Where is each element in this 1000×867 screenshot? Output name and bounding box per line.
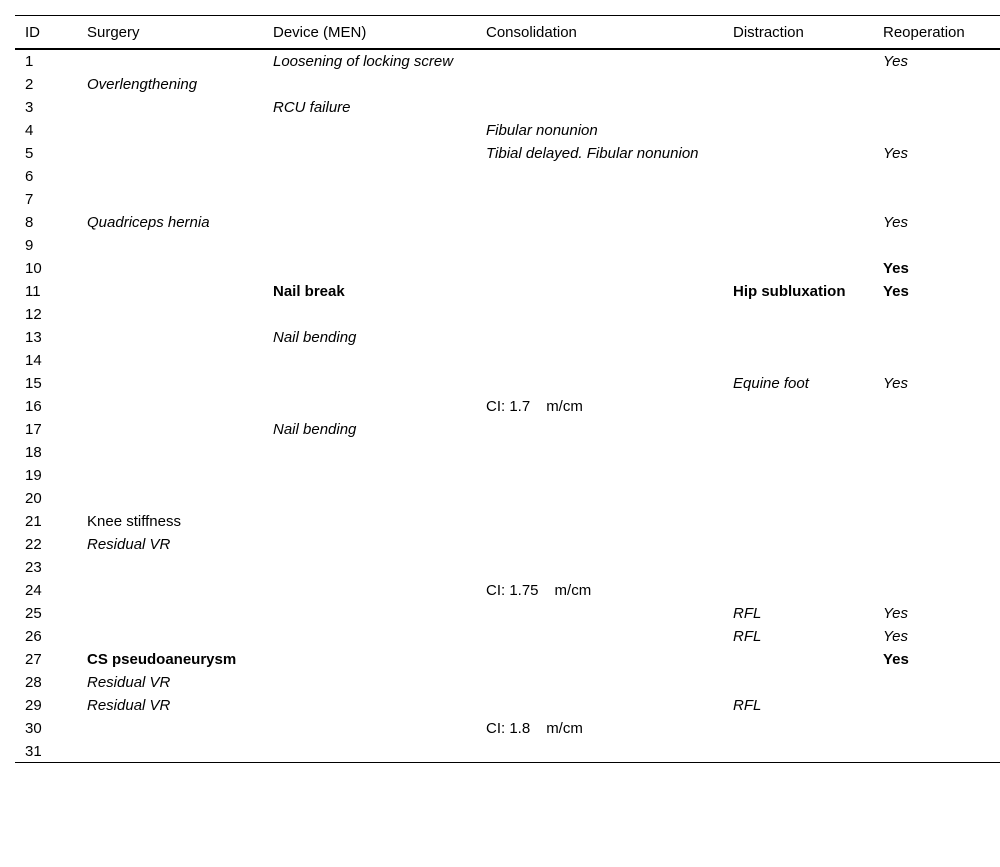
cell-id-text: 21 (25, 513, 42, 530)
table-row (15, 464, 1000, 487)
cell-consolidation-unit: m/cm (546, 398, 583, 415)
cell-distraction (723, 49, 873, 73)
cell-reoperation-text: Yes (883, 214, 909, 231)
table-row (15, 280, 1000, 303)
cell-consolidation (476, 326, 723, 349)
cell-reoperation (873, 372, 1000, 395)
cell-reoperation (873, 73, 1000, 96)
cell-consolidation-unit: m/cm (554, 582, 592, 599)
cell-consolidation (476, 510, 723, 533)
table-row (15, 671, 1000, 694)
cell-distraction (723, 487, 873, 510)
table-row (15, 602, 1000, 625)
cell-surgery-text: CS pseudoaneurysm (87, 651, 237, 668)
cell-id (15, 602, 77, 625)
cell-reoperation (873, 303, 1000, 326)
table-row (15, 441, 1000, 464)
table-row (15, 49, 1000, 73)
table-body (15, 49, 1000, 763)
cell-id (15, 740, 77, 763)
cell-id-text: 31 (25, 743, 42, 760)
cell-consolidation (476, 257, 723, 280)
cell-device (263, 648, 476, 671)
cell-surgery (77, 188, 263, 211)
cell-surgery (77, 671, 263, 694)
cell-consolidation (476, 234, 723, 257)
cell-device (263, 280, 476, 303)
cell-consolidation-text: Tibial delayed. Fibular nonunion (486, 145, 699, 162)
cell-consolidation (476, 49, 723, 73)
cell-device (263, 579, 476, 602)
cell-device (263, 441, 476, 464)
cell-surgery (77, 602, 263, 625)
column-header-consolidation: Consolidation (476, 16, 723, 50)
cell-surgery (77, 487, 263, 510)
cell-id (15, 625, 77, 648)
cell-reoperation (873, 648, 1000, 671)
cell-reoperation (873, 510, 1000, 533)
cell-device (263, 119, 476, 142)
cell-consolidation (476, 280, 723, 303)
cell-device (263, 188, 476, 211)
cell-consolidation (476, 556, 723, 579)
cell-consolidation (476, 165, 723, 188)
cell-consolidation (476, 487, 723, 510)
cell-device-text: Nail break (273, 283, 345, 300)
cell-reoperation-text: Yes (883, 260, 909, 277)
cell-id-text: 23 (25, 559, 42, 576)
cell-distraction (723, 326, 873, 349)
cell-id (15, 487, 77, 510)
cell-id (15, 395, 77, 418)
cell-reoperation (873, 280, 1000, 303)
cell-device (263, 395, 476, 418)
cell-distraction (723, 188, 873, 211)
cell-consolidation (476, 441, 723, 464)
cell-id-text: 8 (25, 214, 34, 231)
cell-id (15, 96, 77, 119)
table-row (15, 303, 1000, 326)
cell-distraction (723, 648, 873, 671)
cell-distraction (723, 165, 873, 188)
cell-reoperation (873, 349, 1000, 372)
cell-id (15, 49, 77, 73)
cell-distraction (723, 211, 873, 234)
table-row (15, 533, 1000, 556)
cell-reoperation (873, 165, 1000, 188)
cell-surgery (77, 96, 263, 119)
cell-distraction (723, 671, 873, 694)
cell-device-text: Nail bending (273, 421, 357, 438)
cell-id (15, 418, 77, 441)
table-row (15, 740, 1000, 763)
cell-surgery (77, 533, 263, 556)
cell-consolidation (476, 625, 723, 648)
cell-surgery (77, 740, 263, 763)
cell-id (15, 73, 77, 96)
table-row (15, 579, 1000, 602)
table-row (15, 234, 1000, 257)
cell-device (263, 418, 476, 441)
cell-surgery (77, 694, 263, 717)
cell-distraction (723, 717, 873, 740)
cell-reoperation (873, 671, 1000, 694)
cell-id (15, 510, 77, 533)
cell-reoperation (873, 257, 1000, 280)
cell-reoperation-text: Yes (883, 628, 909, 645)
cell-device (263, 464, 476, 487)
cell-surgery (77, 326, 263, 349)
cell-consolidation (476, 671, 723, 694)
cell-device (263, 73, 476, 96)
cell-surgery (77, 395, 263, 418)
cell-reoperation (873, 602, 1000, 625)
cell-id-text: 10 (25, 260, 42, 277)
table-row (15, 418, 1000, 441)
cell-distraction (723, 303, 873, 326)
cell-device (263, 349, 476, 372)
cell-distraction (723, 73, 873, 96)
cell-distraction (723, 556, 873, 579)
cell-consolidation (476, 533, 723, 556)
cell-device (263, 717, 476, 740)
cell-id-text: 22 (25, 536, 42, 553)
cell-id (15, 349, 77, 372)
cell-device (263, 694, 476, 717)
table-row (15, 257, 1000, 280)
cell-surgery (77, 165, 263, 188)
cell-id (15, 257, 77, 280)
cell-consolidation (476, 119, 723, 142)
cell-reoperation (873, 49, 1000, 73)
cell-id (15, 671, 77, 694)
table-row (15, 625, 1000, 648)
cell-device (263, 257, 476, 280)
cell-device (263, 49, 476, 73)
cell-surgery (77, 303, 263, 326)
table-row (15, 211, 1000, 234)
cell-surgery (77, 119, 263, 142)
cell-device (263, 142, 476, 165)
cell-surgery (77, 625, 263, 648)
cell-reoperation-text: Yes (883, 651, 909, 668)
cell-surgery (77, 717, 263, 740)
cell-id-text: 4 (25, 122, 34, 139)
cell-consolidation (476, 602, 723, 625)
cell-reoperation-text: Yes (883, 53, 909, 70)
cell-surgery (77, 464, 263, 487)
cell-reoperation (873, 740, 1000, 763)
cell-consolidation (476, 142, 723, 165)
cell-id-text: 25 (25, 605, 42, 622)
cell-consolidation (476, 188, 723, 211)
cell-id-text: 17 (25, 421, 42, 438)
cell-distraction (723, 234, 873, 257)
cell-consolidation (476, 349, 723, 372)
cell-device (263, 326, 476, 349)
cell-id (15, 303, 77, 326)
cell-id-text: 16 (25, 398, 42, 415)
cell-id-text: 11 (25, 283, 41, 300)
column-header-distraction: Distraction (723, 16, 873, 50)
cell-reoperation (873, 211, 1000, 234)
cell-consolidation-text: Fibular nonunion (486, 122, 598, 139)
cell-consolidation-text: CI: 1.8 (486, 720, 531, 737)
cell-consolidation-text: CI: 1.7 (486, 398, 531, 415)
cell-distraction (723, 418, 873, 441)
cell-id-text: 3 (25, 99, 34, 116)
cell-surgery-text: Residual VR (87, 536, 171, 553)
cell-id (15, 533, 77, 556)
cell-id (15, 372, 77, 395)
cell-distraction (723, 464, 873, 487)
cell-surgery (77, 211, 263, 234)
table-row (15, 717, 1000, 740)
cell-reoperation (873, 395, 1000, 418)
cell-device-text: Loosening of locking screw (273, 53, 454, 70)
cell-consolidation (476, 395, 723, 418)
cell-distraction (723, 257, 873, 280)
table-row (15, 395, 1000, 418)
cell-id (15, 579, 77, 602)
cell-reoperation (873, 694, 1000, 717)
cell-id-text: 18 (25, 444, 42, 461)
cell-id (15, 326, 77, 349)
cell-distraction (723, 694, 873, 717)
cell-consolidation (476, 418, 723, 441)
cell-id-text: 30 (25, 720, 42, 737)
cell-id (15, 142, 77, 165)
table-row (15, 372, 1000, 395)
table-row (15, 73, 1000, 96)
cell-reoperation (873, 441, 1000, 464)
cell-distraction (723, 280, 873, 303)
cell-device (263, 211, 476, 234)
table-row (15, 648, 1000, 671)
cell-surgery-text: Quadriceps hernia (87, 214, 210, 231)
cell-distraction (723, 96, 873, 119)
cell-reoperation-text: Yes (883, 145, 909, 162)
cell-id (15, 234, 77, 257)
cell-surgery (77, 372, 263, 395)
cell-id-text: 20 (25, 490, 42, 507)
cell-distraction (723, 119, 873, 142)
cell-id (15, 188, 77, 211)
cell-reoperation (873, 579, 1000, 602)
column-header-id: ID (15, 16, 77, 50)
cell-consolidation-unit: m/cm (546, 720, 583, 737)
cell-distraction-text: RFL (733, 605, 762, 622)
cell-surgery (77, 49, 263, 73)
table-row (15, 188, 1000, 211)
cell-id-text: 28 (25, 674, 42, 691)
table-row (15, 556, 1000, 579)
cell-reoperation (873, 96, 1000, 119)
cell-id-text: 7 (25, 191, 34, 208)
cell-id-text: 26 (25, 628, 42, 645)
cell-distraction (723, 510, 873, 533)
cell-device (263, 740, 476, 763)
cell-consolidation-text: CI: 1.75 (486, 582, 539, 599)
cell-device (263, 556, 476, 579)
cell-surgery (77, 510, 263, 533)
cell-device (263, 372, 476, 395)
cell-id-text: 5 (25, 145, 34, 162)
cell-surgery (77, 556, 263, 579)
cell-distraction (723, 395, 873, 418)
cell-distraction-text: RFL (733, 628, 762, 645)
table-row (15, 326, 1000, 349)
table-row (15, 96, 1000, 119)
cell-consolidation (476, 579, 723, 602)
column-header-device: Device (MEN) (263, 16, 476, 50)
cell-device (263, 671, 476, 694)
cell-device (263, 602, 476, 625)
cell-reoperation (873, 625, 1000, 648)
table-container (15, 15, 1000, 763)
complications-table (15, 15, 1000, 763)
cell-reoperation-text: Yes (883, 283, 909, 300)
cell-surgery (77, 257, 263, 280)
cell-distraction (723, 602, 873, 625)
cell-consolidation (476, 372, 723, 395)
cell-id (15, 211, 77, 234)
cell-distraction (723, 441, 873, 464)
cell-id (15, 280, 77, 303)
cell-distraction (723, 533, 873, 556)
cell-surgery-text: Knee stiffness (87, 513, 181, 530)
cell-reoperation (873, 556, 1000, 579)
cell-id-text: 15 (25, 375, 42, 392)
cell-distraction-text: Equine foot (733, 375, 809, 392)
cell-surgery (77, 441, 263, 464)
cell-surgery (77, 418, 263, 441)
cell-distraction (723, 740, 873, 763)
cell-device-text: Nail bending (273, 329, 357, 346)
table-row (15, 119, 1000, 142)
cell-consolidation (476, 211, 723, 234)
cell-device (263, 165, 476, 188)
cell-surgery (77, 142, 263, 165)
cell-distraction (723, 349, 873, 372)
cell-distraction (723, 625, 873, 648)
cell-reoperation (873, 717, 1000, 740)
cell-device (263, 303, 476, 326)
cell-id (15, 441, 77, 464)
cell-surgery (77, 234, 263, 257)
cell-id-text: 14 (25, 352, 42, 369)
cell-id-text: 19 (25, 467, 42, 484)
cell-consolidation (476, 717, 723, 740)
cell-reoperation (873, 142, 1000, 165)
cell-id-text: 9 (25, 237, 34, 254)
cell-device (263, 625, 476, 648)
table-row (15, 165, 1000, 188)
cell-id-text: 2 (25, 76, 34, 93)
cell-distraction (723, 142, 873, 165)
cell-distraction-text: RFL (733, 697, 762, 714)
cell-surgery (77, 579, 263, 602)
cell-surgery (77, 73, 263, 96)
cell-reoperation (873, 234, 1000, 257)
cell-device (263, 533, 476, 556)
cell-id-text: 6 (25, 168, 34, 185)
cell-reoperation-text: Yes (883, 375, 909, 392)
table-row (15, 349, 1000, 372)
cell-id (15, 648, 77, 671)
cell-reoperation-text: Yes (883, 605, 909, 622)
cell-id-text: 1 (25, 53, 34, 70)
cell-reoperation (873, 418, 1000, 441)
cell-consolidation (476, 648, 723, 671)
table-row (15, 142, 1000, 165)
cell-consolidation (476, 303, 723, 326)
cell-device (263, 96, 476, 119)
cell-reoperation (873, 487, 1000, 510)
cell-consolidation (476, 740, 723, 763)
cell-id-text: 24 (25, 582, 42, 599)
cell-reoperation (873, 326, 1000, 349)
table-row (15, 694, 1000, 717)
cell-device (263, 510, 476, 533)
cell-id (15, 556, 77, 579)
cell-reoperation (873, 188, 1000, 211)
cell-id-text: 12 (25, 306, 42, 323)
header-row (15, 16, 1000, 50)
table-row (15, 487, 1000, 510)
cell-consolidation (476, 73, 723, 96)
cell-consolidation (476, 694, 723, 717)
cell-surgery-text: Residual VR (87, 697, 171, 714)
cell-id (15, 165, 77, 188)
cell-id (15, 119, 77, 142)
cell-reoperation (873, 533, 1000, 556)
cell-distraction-text: Hip subluxation (733, 283, 846, 300)
cell-distraction (723, 372, 873, 395)
cell-reoperation (873, 119, 1000, 142)
column-header-surgery: Surgery (77, 16, 263, 50)
table-row (15, 510, 1000, 533)
cell-surgery-text: Residual VR (87, 674, 171, 691)
cell-device (263, 487, 476, 510)
cell-reoperation (873, 464, 1000, 487)
cell-consolidation (476, 96, 723, 119)
cell-surgery (77, 349, 263, 372)
cell-device (263, 234, 476, 257)
cell-id-text: 29 (25, 697, 42, 714)
cell-surgery (77, 280, 263, 303)
cell-id-text: 27 (25, 651, 42, 668)
cell-consolidation (476, 464, 723, 487)
cell-id (15, 694, 77, 717)
column-header-reoperation: Reoperation (873, 16, 1000, 50)
cell-id (15, 717, 77, 740)
cell-device-text: RCU failure (273, 99, 351, 116)
cell-id (15, 464, 77, 487)
cell-id-text: 13 (25, 329, 42, 346)
cell-surgery (77, 648, 263, 671)
cell-surgery-text: Overlengthening (87, 76, 198, 93)
cell-distraction (723, 579, 873, 602)
